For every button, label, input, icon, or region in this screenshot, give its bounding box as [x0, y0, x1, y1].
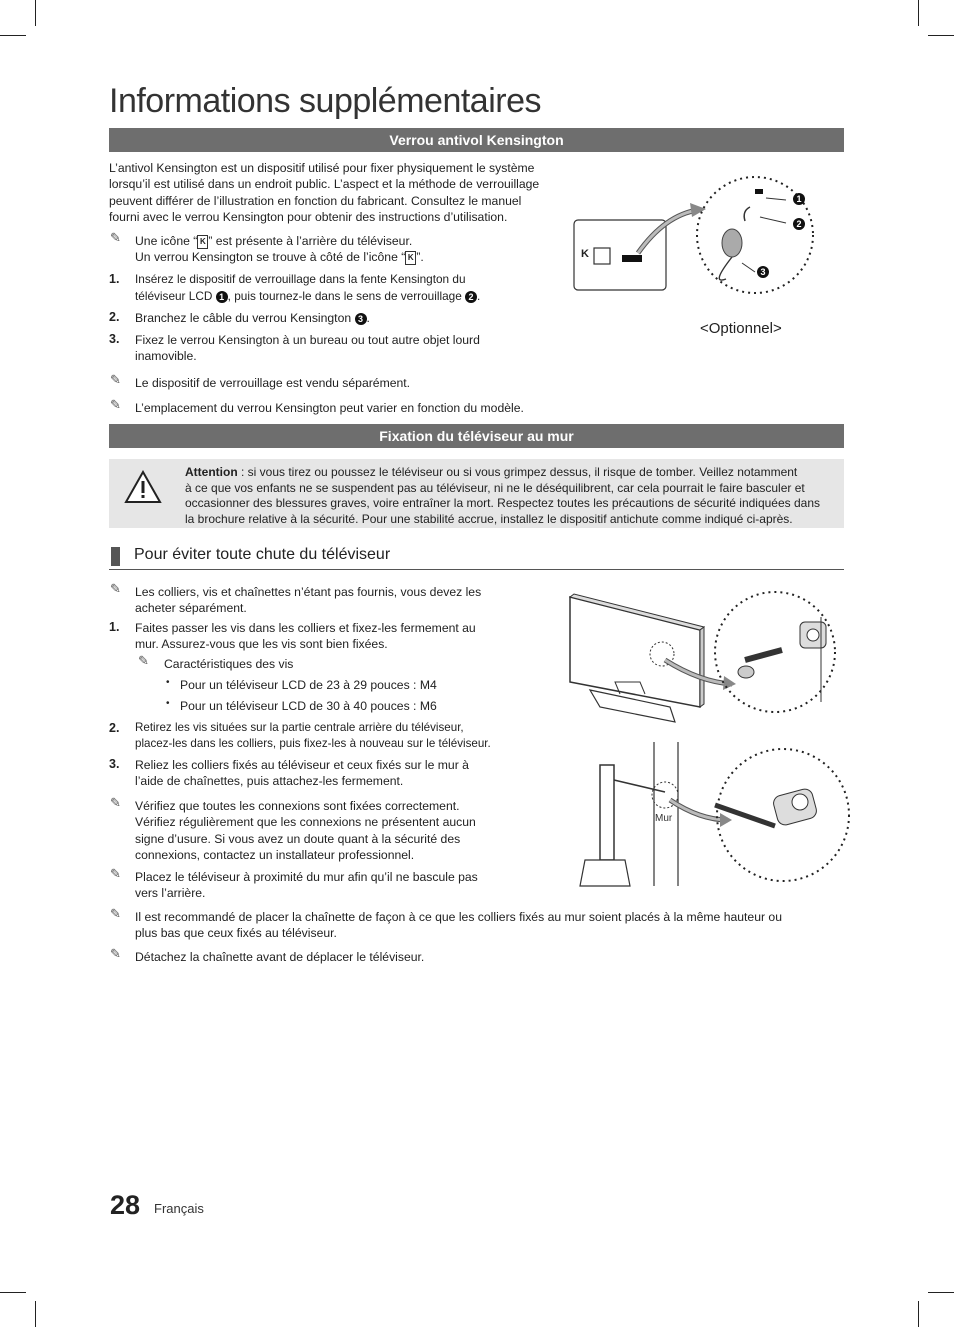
note-text: ” est présente à l’arrière du téléviseur.	[208, 234, 413, 248]
bullet-text: Pour un téléviseur LCD de 23 à 29 pouces : M4	[180, 678, 437, 692]
note-text: Un verrou Kensington se trouve à côté de l’icône “	[135, 250, 406, 265]
attention-label: Attention	[185, 465, 238, 479]
step-text: , puis tournez-le dans le sens de verrouillage	[227, 289, 466, 303]
screw-spec: Caractéristiques des vis	[164, 657, 294, 671]
wall-step-2	[135, 720, 491, 753]
optional-label: <Optionnel>	[700, 320, 782, 337]
intro-line: L’antivol Kensington est un dispositif utilisé pour fixer physiquement le système	[109, 161, 535, 175]
step-text: téléviseur LCD	[135, 289, 216, 303]
note-text: Les colliers, vis et chaînettes n’étant pas fournis, vous devez les	[135, 585, 482, 599]
subheading-marker	[111, 547, 120, 566]
step-text: l’aide de chaînettes, puis attachez-les fermement.	[135, 774, 404, 789]
step-number: 1.	[109, 620, 120, 634]
step-text: Branchez le câble du verrou Kensington	[135, 311, 355, 325]
bullet-text: Pour un téléviseur LCD de 30 à 40 pouces : M6	[180, 699, 437, 713]
attention-text	[185, 465, 845, 527]
step-number: 3.	[109, 332, 120, 346]
kensington-step-1	[135, 271, 555, 305]
pencil-note-icon: ✎	[110, 906, 121, 921]
note-chain	[135, 909, 847, 942]
wall-label: Mur	[655, 813, 673, 824]
pencil-note-icon: ✎	[110, 795, 121, 810]
note-text: plus bas que ceux fixés au téléviseur.	[135, 926, 337, 941]
crop-mark	[0, 35, 26, 36]
note-text: signe d’usure. Si vous avez un doute quant à la sécurité des	[135, 831, 461, 846]
callout-3: 3	[355, 313, 367, 325]
bullet: •	[166, 677, 170, 688]
callout-2: 2	[793, 218, 805, 230]
note-location: L’emplacement du verrou Kensington peut varier en fonction du modèle.	[135, 401, 524, 415]
crop-mark	[0, 1292, 26, 1293]
kensington-icon: K	[197, 235, 208, 249]
crop-mark	[928, 35, 954, 36]
step-text: inamovible.	[135, 349, 197, 364]
kensington-intro	[109, 160, 559, 226]
note-text: acheter séparément.	[135, 601, 247, 616]
crop-mark	[918, 1301, 919, 1327]
attention-line: : si vous tirez ou poussez le téléviseur ou si vous grimpez dessus, il risque de tomber. Veillez notamment	[237, 465, 798, 479]
intro-line: lorsqu’il est utilisé dans un endroit public. L’aspect et la méthode de verrouillage	[109, 177, 540, 192]
callout-1: 1	[216, 291, 228, 303]
pencil-note-icon: ✎	[138, 653, 149, 668]
step-number: 3.	[109, 757, 120, 771]
pencil-note-icon: ✎	[110, 866, 121, 881]
note-kensington-icon	[135, 233, 565, 266]
pencil-note-icon: ✎	[110, 397, 121, 412]
intro-line: peuvent différer de l’illustration en fonction du fabricant. Consultez le manuel	[109, 193, 522, 208]
note-buy-separately	[135, 584, 481, 617]
pencil-note-icon: ✎	[110, 946, 121, 961]
callout-1: 1	[793, 193, 805, 205]
section-heading-wall-mount: Fixation du téléviseur au mur	[109, 424, 844, 448]
step-text: .	[366, 311, 370, 325]
intro-line: fourni avec le verrou Kensington pour obtenir des instructions d’utilisation.	[109, 210, 508, 225]
note-text: Placez le téléviseur à proximité du mur afin qu’il ne bascule pas	[135, 870, 478, 884]
crop-mark	[35, 0, 36, 26]
kensington-step-3	[135, 332, 555, 365]
step-text: Insérez le dispositif de verrouillage dans la fente Kensington du	[135, 272, 466, 286]
pencil-note-icon: ✎	[110, 581, 121, 596]
step-text: placez-les dans les colliers, puis fixez-les à nouveau sur le téléviseur.	[135, 737, 491, 751]
note-text: Vérifiez que toutes les connexions sont fixées correctement.	[135, 799, 460, 813]
note-text: ”.	[416, 250, 424, 265]
step-number: 2.	[109, 310, 120, 324]
callout-3: 3	[757, 266, 769, 278]
kensington-step-2	[135, 310, 370, 326]
note-detach: Détachez la chaînette avant de déplacer le téléviseur.	[135, 950, 425, 964]
attention-line: occasionner des blessures graves, voire entraîner la mort. Respectez toutes les précautions de sécurité indiquées dans	[185, 496, 821, 511]
attention-line: la brochure relative à la sécurité. Pour une stabilité accrue, installez le dispositif antichute comme indiqué ci-après.	[185, 511, 793, 526]
tv-side-diagram	[570, 740, 850, 890]
pencil-note-icon: ✎	[110, 372, 121, 387]
crop-mark	[918, 0, 919, 26]
step-number: 2.	[109, 721, 120, 735]
step-text: Faites passer les vis dans les colliers et fixez-les fermement au	[135, 621, 476, 635]
kensington-k-label: K	[581, 248, 589, 260]
wall-step-1	[135, 620, 476, 653]
attention-line: à ce que vos enfants ne se suspendent pas au téléviseur, ni ne le déséquilibrent, car cela pourrait le faire basculer et	[185, 480, 805, 495]
subheading-rule	[109, 569, 844, 570]
kensington-diagram	[570, 165, 835, 315]
note-place	[135, 869, 478, 902]
note-text: vers l’arrière.	[135, 886, 206, 901]
note-text: Une icône “	[135, 234, 198, 248]
section-heading-kensington: Verrou antivol Kensington	[109, 128, 844, 152]
pencil-note-icon: ✎	[110, 230, 121, 245]
page-title: Informations supplémentaires	[109, 82, 542, 120]
step-text: mur. Assurez-vous que les vis sont bien fixées.	[135, 637, 388, 652]
tv-back-diagram	[560, 582, 850, 732]
callout-2: 2	[465, 291, 477, 303]
step-text: .	[477, 289, 481, 303]
note-text: Vérifiez régulièrement que les connexions ne présentent aucun	[135, 815, 476, 830]
step-text: Retirez les vis situées sur la partie centrale arrière du téléviseur,	[135, 721, 464, 734]
note-text: Il est recommandé de placer la chaînette de façon à ce que les colliers fixés au mur soient placés à la même hauteur ou	[135, 910, 782, 924]
note-verify	[135, 798, 476, 864]
wall-step-3	[135, 757, 469, 790]
step-text: Fixez le verrou Kensington à un bureau ou tout autre objet lourd	[135, 333, 480, 347]
step-text: Reliez les colliers fixés au téléviseur et ceux fixés sur le mur à	[135, 758, 469, 772]
note-text: connexions, contactez un installateur professionnel.	[135, 848, 415, 863]
subheading: Pour éviter toute chute du téléviseur	[134, 546, 391, 563]
warning-triangle-icon	[124, 470, 162, 504]
bullet: •	[166, 698, 170, 709]
page-number: 28	[110, 1190, 141, 1220]
crop-mark	[928, 1292, 954, 1293]
crop-mark	[35, 1301, 36, 1327]
kensington-icon: K	[405, 251, 416, 265]
step-number: 1.	[109, 272, 120, 286]
note-sold-separately: Le dispositif de verrouillage est vendu séparément.	[135, 376, 411, 390]
footer-language: Français	[154, 1201, 204, 1216]
